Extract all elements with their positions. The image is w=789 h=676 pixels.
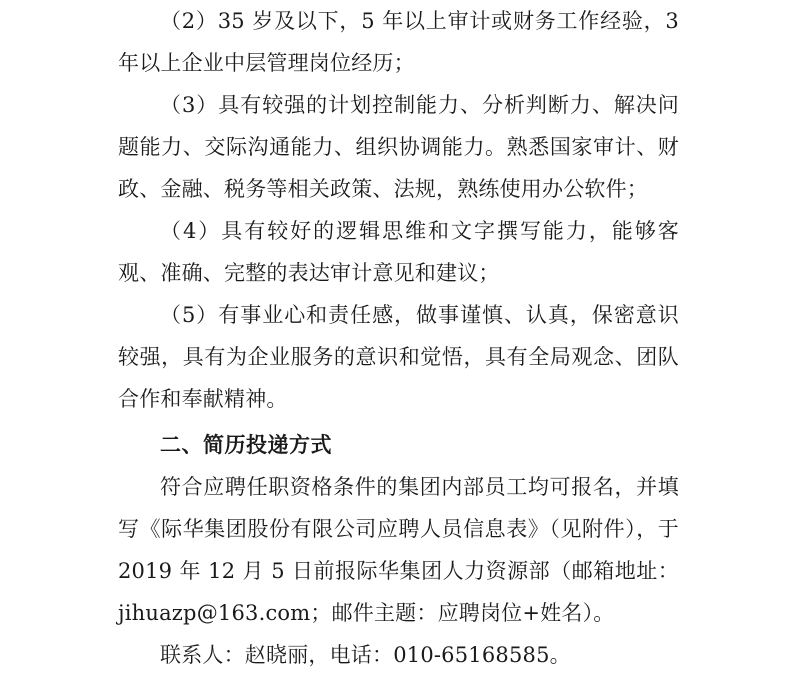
- paragraph-requirement-2: （2）35 岁及以下，5 年以上审计或财务工作经验，3 年以上企业中层管理岗位经历；: [118, 9, 679, 75]
- paragraph-contact-info: 联系人：赵晓丽，电话：010-65168585。: [160, 643, 571, 667]
- paragraph-submission-details: 符合应聘任职资格条件的集团内部员工均可报名，并填写《际华集团股份有限公司应聘人员信息表》（见附件），于 2019 年 12 月 5 日前报际华集团人力资源部（邮箱地址：jihuazp@163.com；邮件主题：应聘岗位+姓名）。: [118, 475, 679, 625]
- section-heading-submission: 二、简历投递方式: [160, 433, 332, 457]
- paragraph-requirement-4: （4）具有较好的逻辑思维和文字撰写能力，能够客观、准确、完整的表达审计意见和建议；: [118, 219, 679, 285]
- paragraph-requirement-5: （5）有事业心和责任感，做事谨慎、认真，保密意识较强，具有为企业服务的意识和觉悟，具有全局观念、团队合作和奉献精神。: [118, 303, 679, 411]
- paragraph-requirement-3: （3）具有较强的计划控制能力、分析判断力、解决问题能力、交际沟通能力、组织协调能力。熟悉国家审计、财政、金融、税务等相关政策、法规，熟练使用办公软件；: [118, 93, 679, 201]
